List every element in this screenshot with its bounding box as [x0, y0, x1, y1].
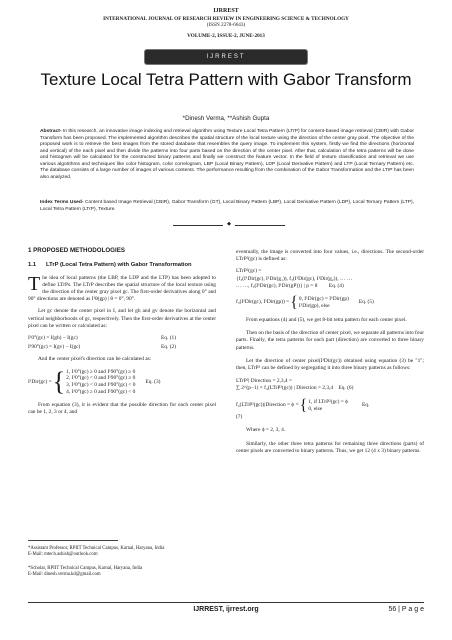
paragraph-center-pixel: Let gc denote the center pixel in I, and let gh and gv denote the horizontal and vertical neighborhoods of gc, respectively. Then the first-order derivatives at the center pixel can be written or calculated as:	[28, 308, 216, 329]
equation-4-line: {f₃(I¹Dir(gc), I¹Dir(g₁)), f₃(I¹Dir(gc), I¹Dir(g₂)), … …	[236, 275, 353, 282]
equation-7-case: 0, else	[308, 405, 323, 412]
equation-5-lhs: f₃(I¹Dir(gc), I¹Dir(gp)) =	[236, 299, 290, 306]
equation-6-number: Eq. (6)	[338, 385, 354, 392]
index-terms	[40, 200, 414, 213]
footnote-2-affiliation: *Scholar, RPIIT Technical Campus, Karnal, Haryana, India	[28, 566, 143, 571]
paragraph-tetra-pattern: From equations (4) and (5), we get 8-bit tetra pattern for each center pixel.	[246, 317, 407, 324]
equation-7-case: 1, if LTrP²(gc) = ϕ	[308, 398, 348, 405]
abstract	[40, 129, 414, 181]
equation-7-lhs: f₄(LTrP²(gc))|Direction = ϕ =	[236, 402, 299, 409]
left-column	[28, 247, 216, 421]
dropcap-letter: T	[28, 272, 41, 295]
equation-3-case: 4, I¹0°(gc) ≥ 0 and I¹90°(gc) < 0	[66, 389, 136, 396]
paper-title: Texture Local Tetra Pattern with Gabor Transform	[40, 70, 412, 89]
abstract-label: Abstract-	[40, 129, 62, 134]
index-terms-label: Index Terms Used-	[40, 200, 84, 205]
equation-7-cases	[308, 399, 348, 413]
footnote-1-email: E-Mail: mtech.ashish@outlook.com	[28, 552, 98, 558]
footnote-rule	[28, 540, 118, 541]
subsection-number: 1.1	[28, 262, 37, 269]
footnote-author-1	[28, 546, 228, 559]
separator-line-left	[173, 225, 223, 226]
subsection-heading	[28, 262, 216, 269]
equation-5-cases	[299, 296, 349, 310]
paragraph-intro-text: he idea of local patterns (the LBP, the LDP and the LTP) has been adopted to define LTrPs. The LTrP describes the spatial structure of the local texture using the direction of the center gray pixel gc. The first-order derivatives along 0° and 90° directions are denoted as I¹θ(gp) | θ = 0°, 90°.	[28, 274, 216, 303]
equation-3-cases	[66, 369, 135, 396]
footer-site: IJRREST, ijrrest.org	[193, 606, 259, 613]
equation-4-line: … …, f₃(I¹Dir(gc), I¹Dir(gP))} | p = 8	[236, 282, 318, 289]
journal-issn: (ISSN 2278-6643)	[206, 22, 246, 28]
equation-3-lhs: I¹Dir(gc) =	[28, 378, 52, 385]
equation-5-number: Eq. (5)	[358, 299, 374, 306]
abstract-text: In this research, an innovative image indexing and retrieval algorithm using Texture Local Tetra Pattern (LTrP) for content-based image retrieval (CBIR) with Gabor Transform has been proposed. The implemented algorithm describes the spatial structure of the local texture using the direction of the center gray pixel. The objective of the proposed work is to retrieve the best images from the stored database that resembles the query image. To implement this system, firstly we find the directions (horizontal and vertical) of the each pixel and then divide the patterns into four parts based on the direction of the center pixel. After that, calculation of the tetra patterns will be done and histogram will be calculated for the constructed binary patterns and finally we construct the feature vector. In the field of texture classification and retrieval we use various algorithms and techniques like color histogram, color correlogram, LBP (Local Binary Pattern), LDP (Local Derivative Pattern) and LTP (Local Ternary Pattern) etc. The database consists of a large number of images of various contents. The performance resulting from the combination of the Gabor Transformation and the LTrP has been also analyzed.	[40, 129, 414, 180]
equation-3-case: 1, I¹0°(gc) ≥ 0 and I¹90°(gc) ≥ 0	[66, 368, 136, 375]
journal-volume: VOLUME-2, ISSUE-2, JUNE-2013	[187, 32, 265, 39]
paper-authors: *Dinesh Verma, **Ashish Gupta	[182, 115, 270, 122]
section-heading: 1 PROPOSED METHODOLOGIES	[28, 247, 125, 254]
section-separator	[173, 222, 285, 228]
footer-page-number: 56 | P a g e	[388, 606, 424, 613]
equation-6-line: ∑ 2^(p−1) × f₄(LTrP²(gc)) | Direction = 2,3,4	[236, 385, 334, 392]
equation-3-brace: {	[52, 367, 66, 397]
paragraph-where: Where ϕ = 2, 3, 4.	[246, 426, 286, 433]
equation-3	[28, 369, 216, 396]
equation-7-number-cont: (7)	[236, 413, 243, 420]
equation-3-number: Eq. (3)	[145, 378, 161, 385]
equation-4-line: LTrP²(gc) =	[236, 268, 262, 275]
footnote-1-affiliation: *Assistant Professor, RPIIT Technical Campus, Karnal, Haryana, India	[28, 546, 165, 551]
paragraph-intro	[28, 272, 216, 304]
equation-1-body: I¹0°(gc) = I(gh) − I(gc)	[28, 335, 78, 342]
equation-2-number: Eq. (2)	[161, 344, 176, 351]
equation-2-body: I¹90°(gc) = I(gv) − I(gc)	[28, 344, 81, 351]
equation-1-number: Eq. (1)	[161, 335, 176, 342]
equation-6-line-last	[236, 385, 424, 392]
paragraph-possible-direction: From equation (3), it is evident that the possible direction for each center pixel can be 1, 2, 3 or 4, and	[28, 401, 216, 416]
equation-2	[28, 344, 216, 351]
equation-5-case: I¹Dir(gp), else	[298, 303, 330, 310]
paragraph-second-order: eventually, the image is converted into four values, i.e., directions. The second-order LTrP²(gc) is defined as:	[236, 249, 424, 263]
index-terms-text: Content based Image Retrieval (CBIR), Gabor Transform (GT), Local Binary Pattern (LBP), Local Derivative Pattern (LDP), Local Ternary Pattern (LTP), Local Tetra Pattern (LTrP), Texture.	[40, 200, 414, 212]
equation-4-number: Eq. (4)	[328, 282, 344, 289]
journal-full-name: INTERNATIONAL JOURNAL OF RESEARCH REVIEW IN ENGINEERING SCIENCE & TECHNOLOGY	[103, 15, 349, 22]
separator-line-right	[235, 225, 285, 226]
equation-4-line-last	[236, 283, 424, 290]
equation-7-brace: {	[299, 396, 308, 414]
equation-1	[28, 335, 216, 342]
equation-5	[236, 295, 424, 311]
equation-3-case: 3, I¹0°(gc) < 0 and I¹90°(gc) < 0	[66, 382, 136, 389]
equation-3-case: 2, I¹0°(gc) < 0 and I¹90°(gc) ≥ 0	[66, 375, 136, 382]
paragraph-segregate: Let the direction of center pixel(I¹Dir(gc)) obtained using equation (3) be "1"; then, LTrP² can be defined by segregating it into three binary patterns as follows:	[236, 357, 424, 372]
separator-diamond-icon: ◆	[227, 222, 231, 227]
equation-5-case: 0, I¹Dir(gc) = I¹Dir(gp)	[298, 296, 349, 303]
equation-7-number: Eq.	[361, 402, 370, 409]
equation-6-line: LTrP²| Direction = 2,3,4 =	[236, 378, 292, 385]
equation-7	[236, 398, 424, 414]
paragraph-direction: And the center pixel's direction can be calculated as:	[38, 356, 152, 363]
journal-header	[0, 8, 452, 39]
equation-4	[236, 268, 424, 290]
journal-logo: IJRREST	[144, 49, 308, 65]
paragraph-similarly: Similarly, the other three tetra patterns for remaining three directions (parts) of center pixels are converted to binary patterns. Thus, we get 12 (4 x 3) binary patterns.	[236, 441, 424, 455]
page-footer	[28, 602, 424, 615]
paragraph-separate-patterns: Then on the basis of the direction of center pixel, we separate all patterns into four parts. Finally, the tetra patterns for each part (direction) are converted to three binary patterns.	[236, 330, 424, 351]
journal-short-name: IJRREST	[213, 8, 239, 14]
subsection-title: LTrP (Local Tetra Pattern) with Gabor Transformation	[46, 262, 192, 269]
footnote-2-email: E-Mail: dinesh.verma.kd@gmail.com	[28, 572, 101, 578]
equation-6	[236, 378, 424, 392]
equation-5-brace: {	[290, 294, 298, 312]
right-column	[236, 249, 424, 460]
footnote-author-2	[28, 566, 228, 579]
